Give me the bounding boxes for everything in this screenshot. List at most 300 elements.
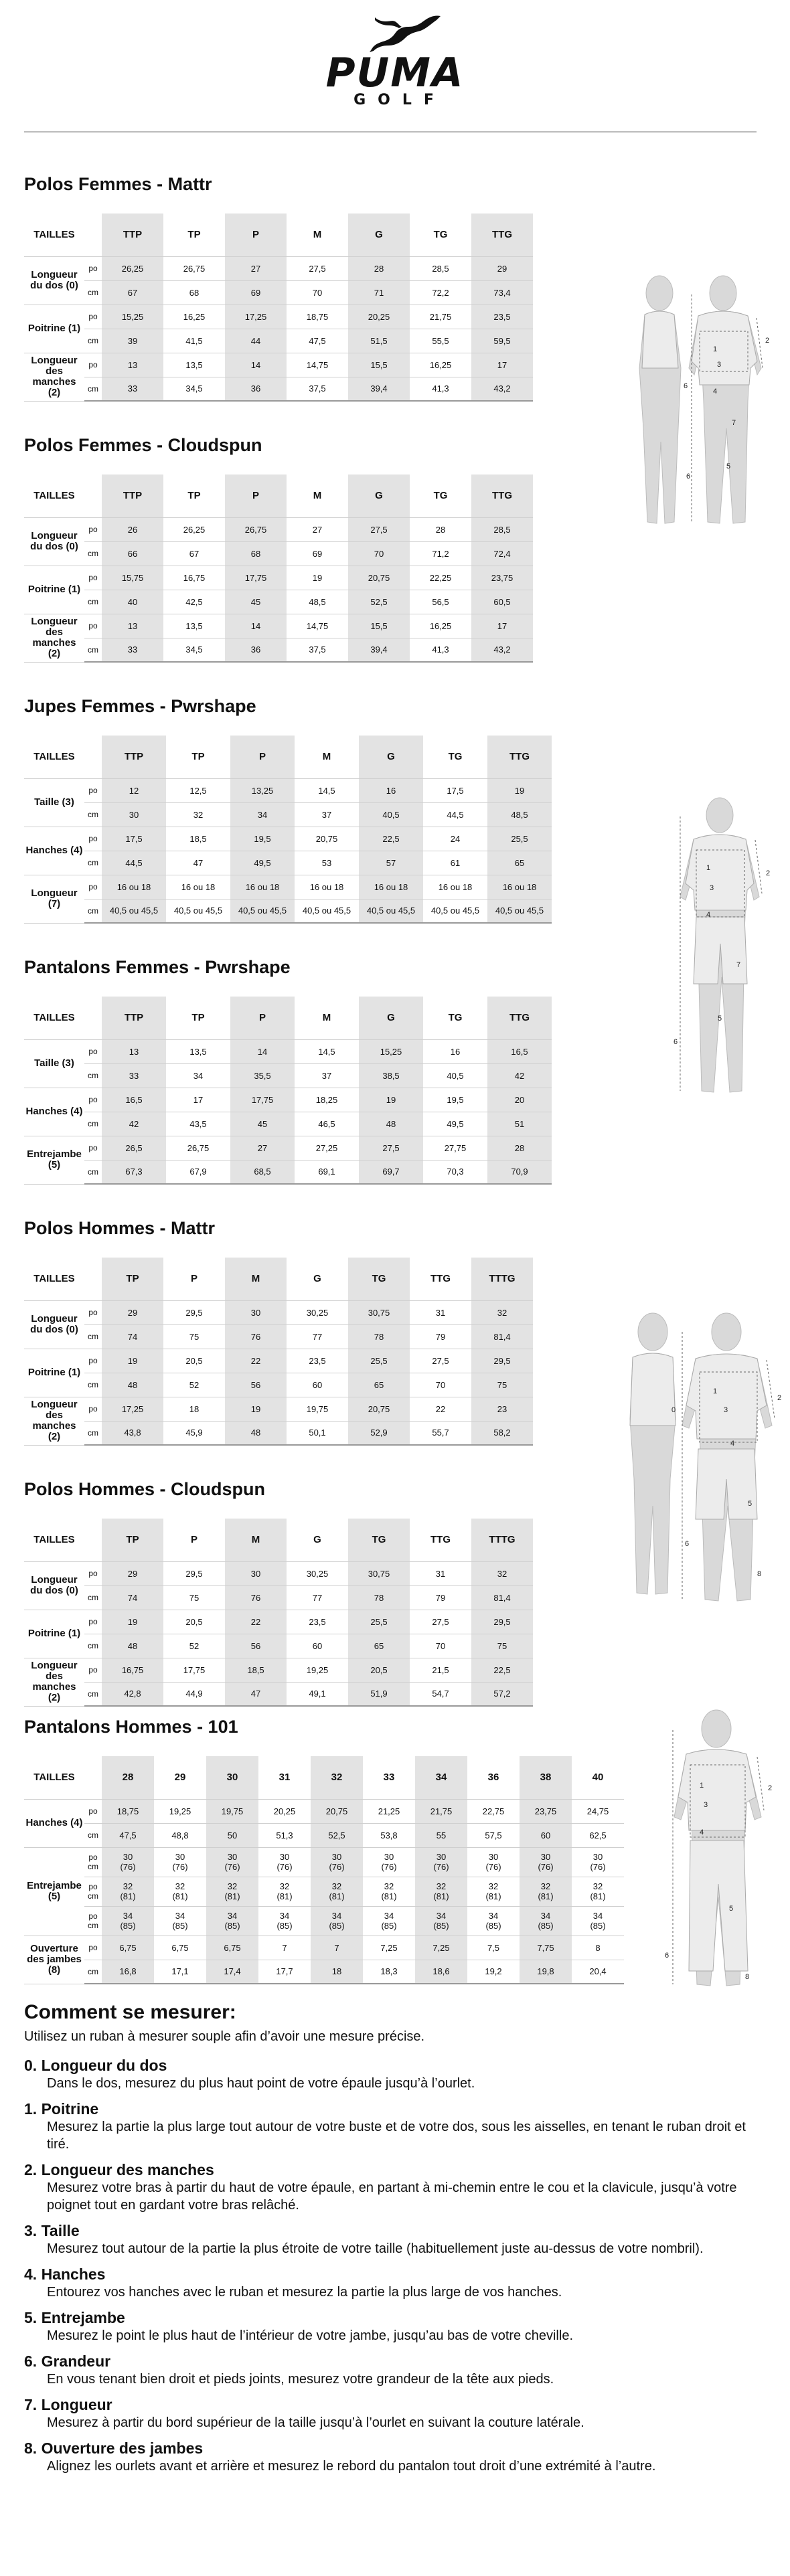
table-header-row	[24, 213, 533, 256]
table-cell: 19,75	[287, 1397, 348, 1421]
inseam-po: 34	[331, 1911, 342, 1921]
table-cell: 51,3	[258, 1823, 311, 1847]
table-row	[24, 590, 533, 614]
table-cell: 48	[102, 1634, 163, 1658]
table-cell: 30	[102, 802, 166, 827]
unit-label: po	[84, 827, 102, 851]
table-cell: 14	[225, 353, 287, 377]
table-cell: 60	[520, 1823, 572, 1847]
table-header-row	[24, 1519, 533, 1561]
size-table	[24, 1756, 624, 1984]
inseam-cm: (81)	[433, 1891, 449, 1901]
table-cell	[415, 1847, 467, 1877]
size-column-header: 34	[415, 1756, 467, 1799]
inseam-po: 34	[227, 1911, 238, 1921]
table-cell: 43,2	[471, 377, 533, 401]
table-cell: 55,5	[410, 329, 471, 353]
inseam-cm: (81)	[590, 1891, 606, 1901]
table-cell: 24,75	[572, 1799, 624, 1823]
table-cell: 26	[102, 517, 163, 541]
table-cell: 18	[311, 1960, 363, 1984]
unit-label: cm	[84, 851, 102, 875]
howto-item-desc: Dans le dos, mesurez du plus haut point de votre épaule jusqu’à l’ourlet.	[47, 2076, 475, 2091]
table-cell: 42,5	[163, 590, 225, 614]
table-cell: 75	[163, 1585, 225, 1610]
table-cell: 79	[410, 1324, 471, 1349]
unit-label: cm	[84, 1063, 102, 1088]
table-row	[24, 566, 533, 590]
size-column-header: TTTG	[471, 1519, 533, 1561]
header-label: TAILLES	[24, 1756, 84, 1799]
table-cell: 17,25	[225, 305, 287, 329]
unit-label: po	[84, 1397, 102, 1421]
table-cell: 49,1	[287, 1682, 348, 1706]
table-cell: 58,2	[471, 1421, 533, 1445]
howto-item-title: 3. Taille	[24, 2222, 80, 2239]
table-cell: 68	[163, 280, 225, 305]
table-cell: 19,25	[154, 1799, 206, 1823]
table-cell: 20,75	[311, 1799, 363, 1823]
unit-label: cm	[84, 899, 102, 923]
men-top-figure	[606, 1305, 787, 1613]
table-row	[24, 1610, 533, 1634]
table-cell: 27,75	[423, 1136, 487, 1160]
table-cell: 14,75	[287, 353, 348, 377]
svg-text:6: 6	[686, 473, 691, 481]
unit-label: po	[84, 1658, 102, 1682]
table-cell	[467, 1877, 520, 1906]
table-cell: 53,8	[363, 1823, 415, 1847]
size-column-header: G	[348, 475, 410, 517]
table-cell	[154, 1877, 206, 1906]
howto-item	[24, 2265, 767, 2301]
size-column-header: TP	[102, 1258, 163, 1300]
row-label: Entrejambe (5)	[24, 1136, 84, 1184]
table-cell: 20,25	[258, 1799, 311, 1823]
size-column-header: 31	[258, 1756, 311, 1799]
table-row	[24, 1561, 533, 1585]
table-cell: 41,3	[410, 638, 471, 662]
table-cell: 8	[572, 1936, 624, 1960]
inseam-po: 32	[123, 1881, 133, 1891]
table-cell: 29,5	[163, 1300, 225, 1324]
table-cell	[102, 1906, 154, 1936]
unit-spacer	[84, 213, 102, 256]
inseam-po: 30	[592, 1852, 603, 1862]
table-cell: 61	[423, 851, 487, 875]
size-column-header: TTP	[102, 997, 166, 1039]
inseam-cm: (76)	[381, 1862, 397, 1872]
table-cell: 31	[410, 1300, 471, 1324]
unit-label: cm	[84, 1112, 102, 1136]
table-cell: 13,25	[230, 778, 295, 802]
inseam-po: 30	[540, 1852, 551, 1862]
table-cell: 16 ou 18	[230, 875, 295, 899]
table-cell: 28	[487, 1136, 552, 1160]
table-cell: 19	[487, 778, 552, 802]
table-cell	[363, 1847, 415, 1877]
table-cell: 45,9	[163, 1421, 225, 1445]
unit-label: po	[84, 1936, 102, 1960]
table-cell: 27,5	[348, 517, 410, 541]
size-column-header: TTP	[102, 475, 163, 517]
table-cell: 24	[423, 827, 487, 851]
unit-label: po	[84, 875, 102, 899]
svg-text:2: 2	[777, 1394, 782, 1402]
table-cell: 17,75	[225, 566, 287, 590]
table-cell: 41,5	[163, 329, 225, 353]
table-cell: 48	[225, 1421, 287, 1445]
table-row	[24, 377, 533, 401]
table-cell: 29,5	[163, 1561, 225, 1585]
table-cell: 41,3	[410, 377, 471, 401]
table-cell: 20,5	[163, 1349, 225, 1373]
inseam-po: 32	[592, 1881, 603, 1891]
svg-text:1: 1	[706, 864, 711, 872]
inseam-cm: (85)	[172, 1921, 188, 1931]
table-cell: 81,4	[471, 1324, 533, 1349]
table-cell: 27	[225, 256, 287, 280]
table-cell: 23,5	[287, 1349, 348, 1373]
unit-label: cm	[84, 329, 102, 353]
howto-item	[24, 2161, 767, 2214]
size-column-header: G	[287, 1258, 348, 1300]
table-cell: 70	[348, 541, 410, 566]
table-cell: 30,75	[348, 1300, 410, 1324]
table-cell	[467, 1906, 520, 1936]
divider	[24, 131, 757, 133]
howto-item-desc: En vous tenant bien droit et pieds joints, mesurez votre grandeur de la tête aux pieds.	[47, 2372, 554, 2387]
inseam-cm: (81)	[485, 1891, 501, 1901]
table-cell: 34	[230, 802, 295, 827]
table-cell: 28	[348, 256, 410, 280]
table-cell: 18	[163, 1397, 225, 1421]
table-cell: 42	[487, 1063, 552, 1088]
svg-text:1: 1	[700, 1782, 704, 1790]
table-cell	[258, 1877, 311, 1906]
table-cell: 16 ou 18	[102, 875, 166, 899]
table-cell	[258, 1847, 311, 1877]
table-cell: 65	[348, 1634, 410, 1658]
table-cell: 20,75	[295, 827, 359, 851]
table-cell: 67	[163, 541, 225, 566]
inseam-po: 32	[175, 1881, 185, 1891]
section-title: Polos Femmes - Mattr	[24, 174, 212, 194]
table-cell	[572, 1906, 624, 1936]
size-column-header: 40	[572, 1756, 624, 1799]
table-cell: 72,2	[410, 280, 471, 305]
inseam-po: 32	[331, 1881, 342, 1891]
women-top-figure	[619, 268, 773, 535]
unit-label: po	[84, 614, 102, 638]
table-cell: 32	[166, 802, 230, 827]
table-cell: 26,75	[163, 256, 225, 280]
table-header-row	[24, 1258, 533, 1300]
table-cell: 19,5	[230, 827, 295, 851]
row-label: Longueur des manches (2)	[24, 1658, 84, 1706]
table-cell: 33	[102, 377, 163, 401]
table-row	[24, 1136, 552, 1160]
size-column-header: P	[163, 1519, 225, 1561]
unit-cm: cm	[88, 1862, 98, 1871]
table-cell: 18,6	[415, 1960, 467, 1984]
table-cell: 25,5	[348, 1349, 410, 1373]
unit-label: cm	[84, 1823, 102, 1847]
table-cell: 29	[102, 1561, 163, 1585]
unit-label: po	[84, 353, 102, 377]
table-cell: 40,5 ou 45,5	[102, 899, 166, 923]
table-cell: 26,25	[163, 517, 225, 541]
row-label: Longueur (7)	[24, 875, 84, 923]
size-table	[24, 736, 552, 924]
table-cell: 35,5	[230, 1063, 295, 1088]
unit-label	[84, 1877, 102, 1906]
table-cell: 7,5	[467, 1936, 520, 1960]
unit-label: cm	[84, 802, 102, 827]
howto-item-title: 1. Poitrine	[24, 2100, 99, 2118]
unit-cm: cm	[88, 1921, 98, 1930]
table-cell: 73,4	[471, 280, 533, 305]
table-cell: 76	[225, 1585, 287, 1610]
table-cell: 17,1	[154, 1960, 206, 1984]
unit-label: cm	[84, 1634, 102, 1658]
table-cell: 6,75	[154, 1936, 206, 1960]
size-column-header: M	[225, 1519, 287, 1561]
table-cell: 22,25	[410, 566, 471, 590]
inseam-cm: (76)	[276, 1862, 293, 1872]
svg-text:3: 3	[710, 884, 714, 892]
header-label: TAILLES	[24, 736, 84, 778]
table-cell: 18,75	[102, 1799, 154, 1823]
table-header-row	[24, 736, 552, 778]
brand-sub: GOLF	[353, 92, 446, 108]
table-row	[24, 1847, 624, 1877]
size-column-header: M	[287, 213, 348, 256]
size-column-header: G	[359, 736, 423, 778]
table-cell: 72,4	[471, 541, 533, 566]
table-cell	[363, 1906, 415, 1936]
table-cell: 48	[359, 1112, 423, 1136]
table-cell: 43,8	[102, 1421, 163, 1445]
svg-text:3: 3	[717, 361, 722, 369]
table-cell: 21,75	[415, 1799, 467, 1823]
row-label: Longueur du dos (0)	[24, 1561, 84, 1610]
inseam-cm: (85)	[433, 1921, 449, 1931]
size-column-header: G	[287, 1519, 348, 1561]
table-row	[24, 1936, 624, 1960]
table-cell: 30	[225, 1561, 287, 1585]
table-cell: 75	[163, 1324, 225, 1349]
table-cell: 13	[102, 614, 163, 638]
size-column-header: G	[359, 997, 423, 1039]
size-column-header: TTG	[410, 1258, 471, 1300]
pants-men-section	[24, 1717, 624, 1984]
row-label: Longueur des manches (2)	[24, 614, 84, 662]
svg-text:5: 5	[726, 462, 731, 470]
table-cell: 40,5	[423, 1063, 487, 1088]
table-cell: 16,8	[102, 1960, 154, 1984]
svg-text:4: 4	[706, 911, 711, 919]
unit-label: cm	[84, 1421, 102, 1445]
unit-label: po	[84, 1349, 102, 1373]
unit-label: cm	[84, 1585, 102, 1610]
table-cell: 60,5	[471, 590, 533, 614]
table-row	[24, 1877, 624, 1906]
table-row	[24, 1088, 552, 1112]
table-row	[24, 517, 533, 541]
svg-text:1: 1	[713, 1387, 718, 1395]
howto-item-title: 4. Hanches	[24, 2265, 106, 2283]
table-cell: 13,5	[163, 353, 225, 377]
svg-text:8: 8	[745, 1973, 750, 1981]
table-cell: 45	[230, 1112, 295, 1136]
table-cell: 37	[295, 1063, 359, 1088]
table-cell: 21,75	[410, 305, 471, 329]
howto-item-desc: Mesurez le point le plus haut de l’intérieur de votre jambe, jusqu’au bas de votre cheville.	[47, 2328, 573, 2343]
size-column-header: 33	[363, 1756, 415, 1799]
table-cell: 30	[225, 1300, 287, 1324]
table-cell: 23,5	[287, 1610, 348, 1634]
unit-label: po	[84, 517, 102, 541]
size-table	[24, 213, 533, 402]
section-title: Polos Hommes - Cloudspun	[24, 1479, 266, 1499]
table-row	[24, 1373, 533, 1397]
table-row	[24, 851, 552, 875]
table-cell: 27,25	[295, 1136, 359, 1160]
table-cell: 17	[471, 614, 533, 638]
size-column-header: M	[295, 736, 359, 778]
table-cell: 7,25	[363, 1936, 415, 1960]
table-cell: 36	[225, 377, 287, 401]
table-cell: 47,5	[102, 1823, 154, 1847]
inseam-po: 32	[540, 1881, 551, 1891]
table-cell: 17,75	[163, 1658, 225, 1682]
table-cell	[572, 1847, 624, 1877]
table-cell: 38,5	[359, 1063, 423, 1088]
inseam-po: 30	[331, 1852, 342, 1862]
table-cell: 40	[102, 590, 163, 614]
howto-item	[24, 2352, 767, 2388]
table-cell: 7,25	[415, 1936, 467, 1960]
table-cell: 46,5	[295, 1112, 359, 1136]
inseam-po: 32	[227, 1881, 238, 1891]
inseam-cm: (76)	[120, 1862, 136, 1872]
table-cell: 34	[166, 1063, 230, 1088]
table-cell: 22	[225, 1349, 287, 1373]
table-cell: 7,75	[520, 1936, 572, 1960]
svg-text:4: 4	[730, 1440, 735, 1448]
inseam-cm: (76)	[172, 1862, 188, 1872]
unit-label: cm	[84, 1324, 102, 1349]
table-cell: 60	[287, 1373, 348, 1397]
size-column-header: TTTG	[471, 1258, 533, 1300]
table-cell: 23	[471, 1397, 533, 1421]
table-row	[24, 353, 533, 377]
table-cell	[520, 1906, 572, 1936]
table-cell: 19	[225, 1397, 287, 1421]
row-label: Poitrine (1)	[24, 305, 84, 353]
inseam-cm: (81)	[381, 1891, 397, 1901]
table-cell: 32	[471, 1300, 533, 1324]
table-row	[24, 1039, 552, 1063]
size-column-header: TG	[348, 1519, 410, 1561]
table-row	[24, 256, 533, 280]
table-row	[24, 1658, 533, 1682]
table-cell: 16 ou 18	[295, 875, 359, 899]
unit-po: po	[88, 1882, 98, 1891]
unit-label: cm	[84, 638, 102, 662]
inseam-cm: (76)	[433, 1862, 449, 1872]
table-cell: 40,5 ou 45,5	[166, 899, 230, 923]
table-cell: 70	[287, 280, 348, 305]
table-cell: 37,5	[287, 377, 348, 401]
table-cell: 12	[102, 778, 166, 802]
inseam-po: 32	[279, 1881, 290, 1891]
table-cell: 16,5	[487, 1039, 552, 1063]
howto-item	[24, 2309, 767, 2344]
table-cell: 67,3	[102, 1160, 166, 1184]
size-column-header: TG	[423, 736, 487, 778]
table-cell: 27,5	[410, 1610, 471, 1634]
table-cell	[415, 1906, 467, 1936]
table-header-row	[24, 475, 533, 517]
table-cell: 28,5	[410, 256, 471, 280]
table-cell: 28,5	[471, 517, 533, 541]
size-column-header: TTG	[471, 213, 533, 256]
table-cell: 56,5	[410, 590, 471, 614]
size-column-header: TTG	[471, 475, 533, 517]
inseam-cm: (81)	[224, 1891, 240, 1901]
row-label: Poitrine (1)	[24, 1610, 84, 1658]
unit-label: po	[84, 1136, 102, 1160]
inseam-cm: (85)	[381, 1921, 397, 1931]
section-title: Pantalons Hommes - 101	[24, 1717, 238, 1737]
table-cell: 51,9	[348, 1682, 410, 1706]
inseam-po: 34	[279, 1911, 290, 1921]
table-cell: 40,5 ou 45,5	[230, 899, 295, 923]
table-cell: 65	[348, 1373, 410, 1397]
table-cell: 37,5	[287, 638, 348, 662]
table-cell: 22	[410, 1397, 471, 1421]
inseam-cm: (85)	[538, 1921, 554, 1931]
table-row	[24, 1160, 552, 1184]
size-column-header: TP	[163, 213, 225, 256]
table-cell: 17,5	[423, 778, 487, 802]
table-cell: 75	[471, 1634, 533, 1658]
size-column-header: TTP	[102, 736, 166, 778]
table-cell: 20,5	[163, 1610, 225, 1634]
unit-spacer	[84, 736, 102, 778]
table-cell: 67	[102, 280, 163, 305]
table-cell: 16 ou 18	[166, 875, 230, 899]
table-row	[24, 1906, 624, 1936]
howto-item-title: 6. Grandeur	[24, 2352, 111, 2370]
unit-label: cm	[84, 280, 102, 305]
how-to-measure	[24, 2001, 767, 2483]
table-cell: 16 ou 18	[359, 875, 423, 899]
row-label: Entrejambe (5)	[24, 1847, 84, 1936]
table-cell: 44,5	[423, 802, 487, 827]
svg-text:6: 6	[674, 1038, 678, 1046]
howto-item-title: 2. Longueur des manches	[24, 2161, 214, 2178]
women-bottom-figure	[669, 790, 777, 1104]
table-cell: 68,5	[230, 1160, 295, 1184]
inseam-po: 32	[384, 1881, 394, 1891]
row-label: Ouverture des jambes (8)	[24, 1936, 84, 1984]
svg-text:8: 8	[757, 1570, 762, 1578]
svg-text:7: 7	[732, 419, 736, 427]
inseam-po: 30	[436, 1852, 447, 1862]
